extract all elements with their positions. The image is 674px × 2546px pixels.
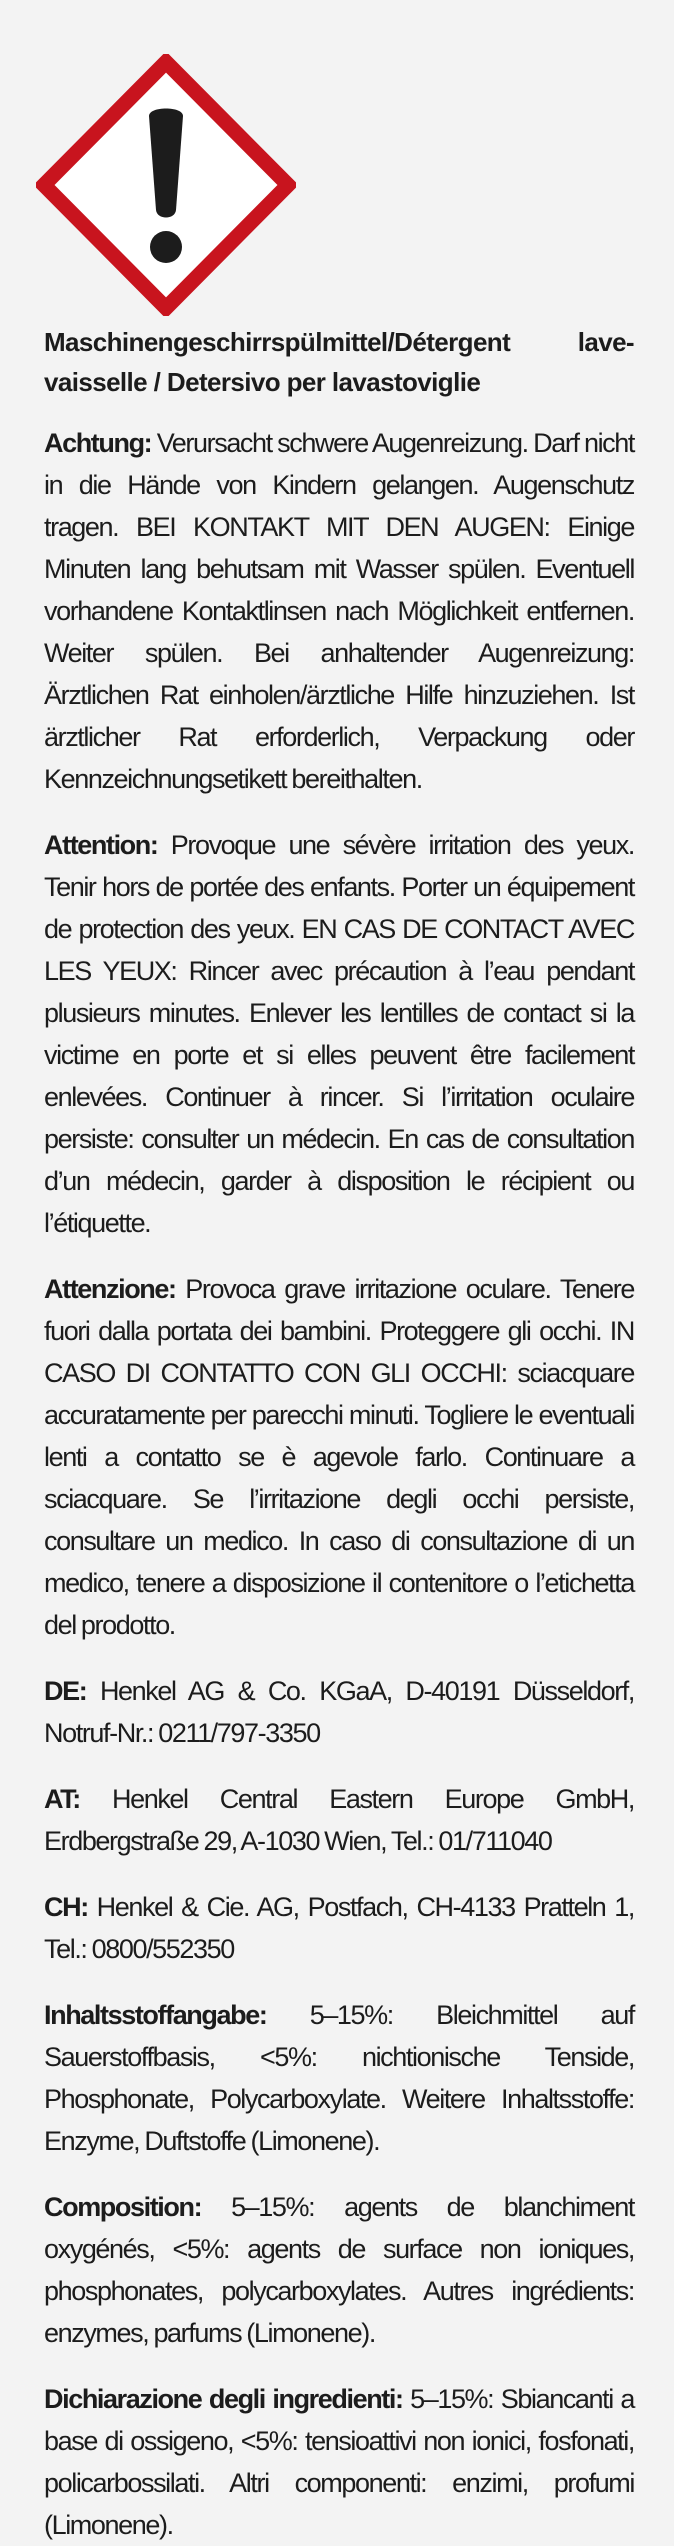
section-lead: Inhaltsstoffangabe: bbox=[44, 2000, 267, 2030]
section-lead: Attention: bbox=[44, 830, 158, 860]
product-title: Maschinengeschirrspülmittel/Détergent lave-vaisselle / Detersivo per lavastoviglie bbox=[44, 327, 634, 397]
section-text: 5–15%: Bleichmittel auf Sauerstoffbasis, <5%: nichtionische Tenside, Phosphonate, Polycarboxylate. Weitere Inhaltsstoffe: Enzyme, Duftstoffe (Limonene). bbox=[44, 2000, 634, 2156]
section-lead: Attenzione: bbox=[44, 1274, 176, 1304]
section-text: Provoca grave irritazione oculare. Tenere fuori dalla portata dei bambini. Proteggere gli occhi. IN CASO DI CONTATTO CON GLI OCCHI: sciacquare accuratamente per parecchi minuti. Togliere le eventuali lenti a contatto se è agevole farlo. Continuare a sciacquare. Se l’irritazione degli occhi persiste, consultare un medico. In caso di consultazione di un medico, tenere a disposizione il contenitore o l’etichetta del prodotto. bbox=[44, 1274, 634, 1640]
section-it-warning bbox=[44, 1268, 634, 1646]
section-ingredients-it bbox=[44, 2378, 634, 2546]
section-contact-de bbox=[44, 1670, 634, 1754]
section-lead: CH: bbox=[44, 1892, 88, 1922]
section-lead: Composition: bbox=[44, 2192, 202, 2222]
exclamation-warning-diamond-icon bbox=[36, 54, 296, 316]
section-text: Verursacht schwere Augenreizung. Darf nicht in die Hände von Kindern gelangen. Augenschutz tragen. BEI KONTAKT MIT DEN AUGEN: Einige Minuten lang behutsam mit Wasser spülen. Eventuell vorhandene Kontaktlinsen nach Möglichkeit entfernen. Weiter spülen. Bei anhaltender Augenreizung: Ärztlichen Rat einholen/ärztliche Hilfe hinzuziehen. Ist ärztlicher Rat erforderlich, Verpackung oder Kennzeichnungsetikett bereithalten. bbox=[44, 428, 634, 794]
section-lead: DE: bbox=[44, 1676, 87, 1706]
section-text: Henkel & Cie. AG, Postfach, CH-4133 Pratteln 1, Tel.: 0800/552350 bbox=[44, 1892, 635, 1964]
section-lead: AT: bbox=[44, 1784, 80, 1814]
section-ingredients-fr bbox=[44, 2186, 634, 2354]
section-de-warning bbox=[44, 422, 634, 800]
section-lead: Achtung: bbox=[44, 428, 152, 458]
section-text: Provoque une sévère irritation des yeux. Tenir hors de portée des enfants. Porter un équipement de protection des yeux. EN CAS DE CONTACT AVEC LES YEUX: Rincer avec précaution à l’eau pendant plusieurs minutes. Enlever les lentilles de contact si la victime en porte et si elles peuvent être facilement enlevées. Continuer à rincer. Si l’irritation oculaire persiste: consulter un médecin. En cas de consultation d’un médecin, garder à disposition le récipient ou l’étiquette. bbox=[44, 830, 634, 1238]
section-contact-at bbox=[44, 1778, 634, 1862]
section-lead: Dichiarazione degli ingredienti: bbox=[44, 2384, 403, 2414]
section-fr-warning bbox=[44, 824, 634, 1244]
section-contact-ch bbox=[44, 1886, 634, 1970]
section-text: 5–15%: Sbiancanti a base di ossigeno, <5%: tensioattivi non ionici, fosfonati, policarbossilati. Altri componenti: enzimi, profumi (Limonene). bbox=[44, 2384, 634, 2540]
section-text: Henkel Central Eastern Europe GmbH, Erdbergstraße 29, A-1030 Wien, Tel.: 01/711040 bbox=[44, 1784, 634, 1856]
section-ingredients-de bbox=[44, 1994, 634, 2162]
section-text: Henkel AG & Co. KGaA, D-40191 Düsseldorf, Notruf-Nr.: 0211/797-3350 bbox=[44, 1676, 634, 1748]
section-text: 5–15%: agents de blanchiment oxygénés, <5%: agents de surface non ioniques, phosphonates, polycarboxylates. Autres ingrédients: enzymes, parfums (Limonene). bbox=[44, 2192, 634, 2348]
